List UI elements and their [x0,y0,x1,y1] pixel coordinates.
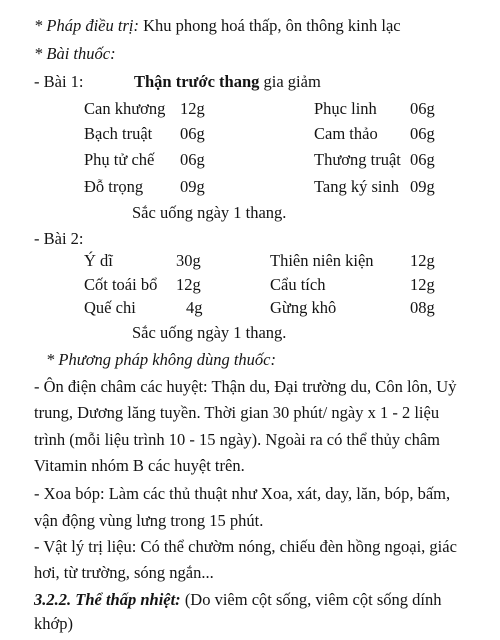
herb-name: Cẩu tích [270,275,326,294]
treatment-principle-label: * Pháp điều trị: [34,16,139,35]
section-text: (Do viêm cột sống, viêm cột sống dính [180,590,442,609]
herb-name: Thiên niên kiện [270,251,374,270]
herb-dose: 06g [410,124,435,143]
herb-name: Ý dĩ [84,251,113,270]
treatment-principle-line [34,16,401,36]
herb-dose: 06g [410,150,435,169]
remedy-1-note: Sắc uống ngày 1 thang. [132,203,287,222]
paragraph-line: Vitamin nhóm B các huyệt trên. [34,456,245,475]
herb-name: Bạch truật [84,124,153,143]
herb-dose: 12g [410,251,435,270]
herb-name: Can khương [84,99,166,118]
herb-dose: 09g [180,177,205,196]
herb-dose: 4g [186,298,203,317]
herb-name: Phụ tử chế [84,150,155,169]
remedy-1-name: Thận trước thang [134,72,260,91]
herb-name: Cốt toái bổ [84,275,158,294]
herb-name: Quế chi [84,298,136,317]
remedy-1-label: - Bài 1: [34,72,84,91]
non-drug-heading: * Phương pháp không dùng thuốc: [46,350,276,369]
herb-name: Tang ký sinh [314,177,400,196]
herb-dose: 08g [410,298,435,317]
herb-dose: 06g [180,124,205,143]
remedy-1-title [134,72,321,92]
remedy-2-note: Sắc uống ngày 1 thang. [132,323,287,342]
herb-name: Đỗ trọng [84,177,144,196]
herb-name: Gừng khô [270,298,337,317]
herb-name: Thương truật [314,150,401,169]
paragraph-line: hơi, từ trường, sóng ngắn... [34,563,214,582]
paragraph-line: - Vật lý trị liệu: Có thể chườm nóng, chiếu đèn hồng ngoại, giác [34,537,457,556]
herb-dose: 09g [410,177,435,196]
herb-name: Cam thảo [314,124,378,143]
paragraph-line: - Xoa bóp: Làm các thủ thuật như Xoa, xát, day, lăn, bóp, bấm, [34,484,451,503]
remedy-2-label: - Bài 2: [34,229,84,248]
section-heading-line [34,590,441,610]
herb-dose: 12g [180,99,205,118]
section-text-continued: khớp) [34,614,73,633]
paragraph-line: - Ôn điện châm các huyệt: Thận du, Đại trường du, Côn lôn, Uỷ [34,377,457,396]
remedy-heading: * Bài thuốc: [34,44,116,63]
treatment-principle-text: Khu phong hoá thấp, ôn thông kinh lạc [138,16,401,35]
herb-dose: 06g [410,99,435,118]
herb-dose: 12g [176,275,201,294]
section-title: 3.2.2. Thể thấp nhiệt: [34,590,181,609]
remedy-1-suffix: gia giảm [259,72,321,91]
herb-dose: 06g [180,150,205,169]
herb-dose: 30g [176,251,201,270]
paragraph-line: trình (mỗi liệu trình 10 - 15 ngày). Ngoài ra có thể thủy châm [34,430,440,449]
paragraph-line: vận động vùng lưng trong 15 phút. [34,511,264,530]
herb-name: Phục linh [314,99,377,118]
paragraph-line: trung, Dương lăng tuyền. Thời gian 30 phút/ ngày x 1 - 2 liệu [34,403,440,422]
herb-dose: 12g [410,275,435,294]
